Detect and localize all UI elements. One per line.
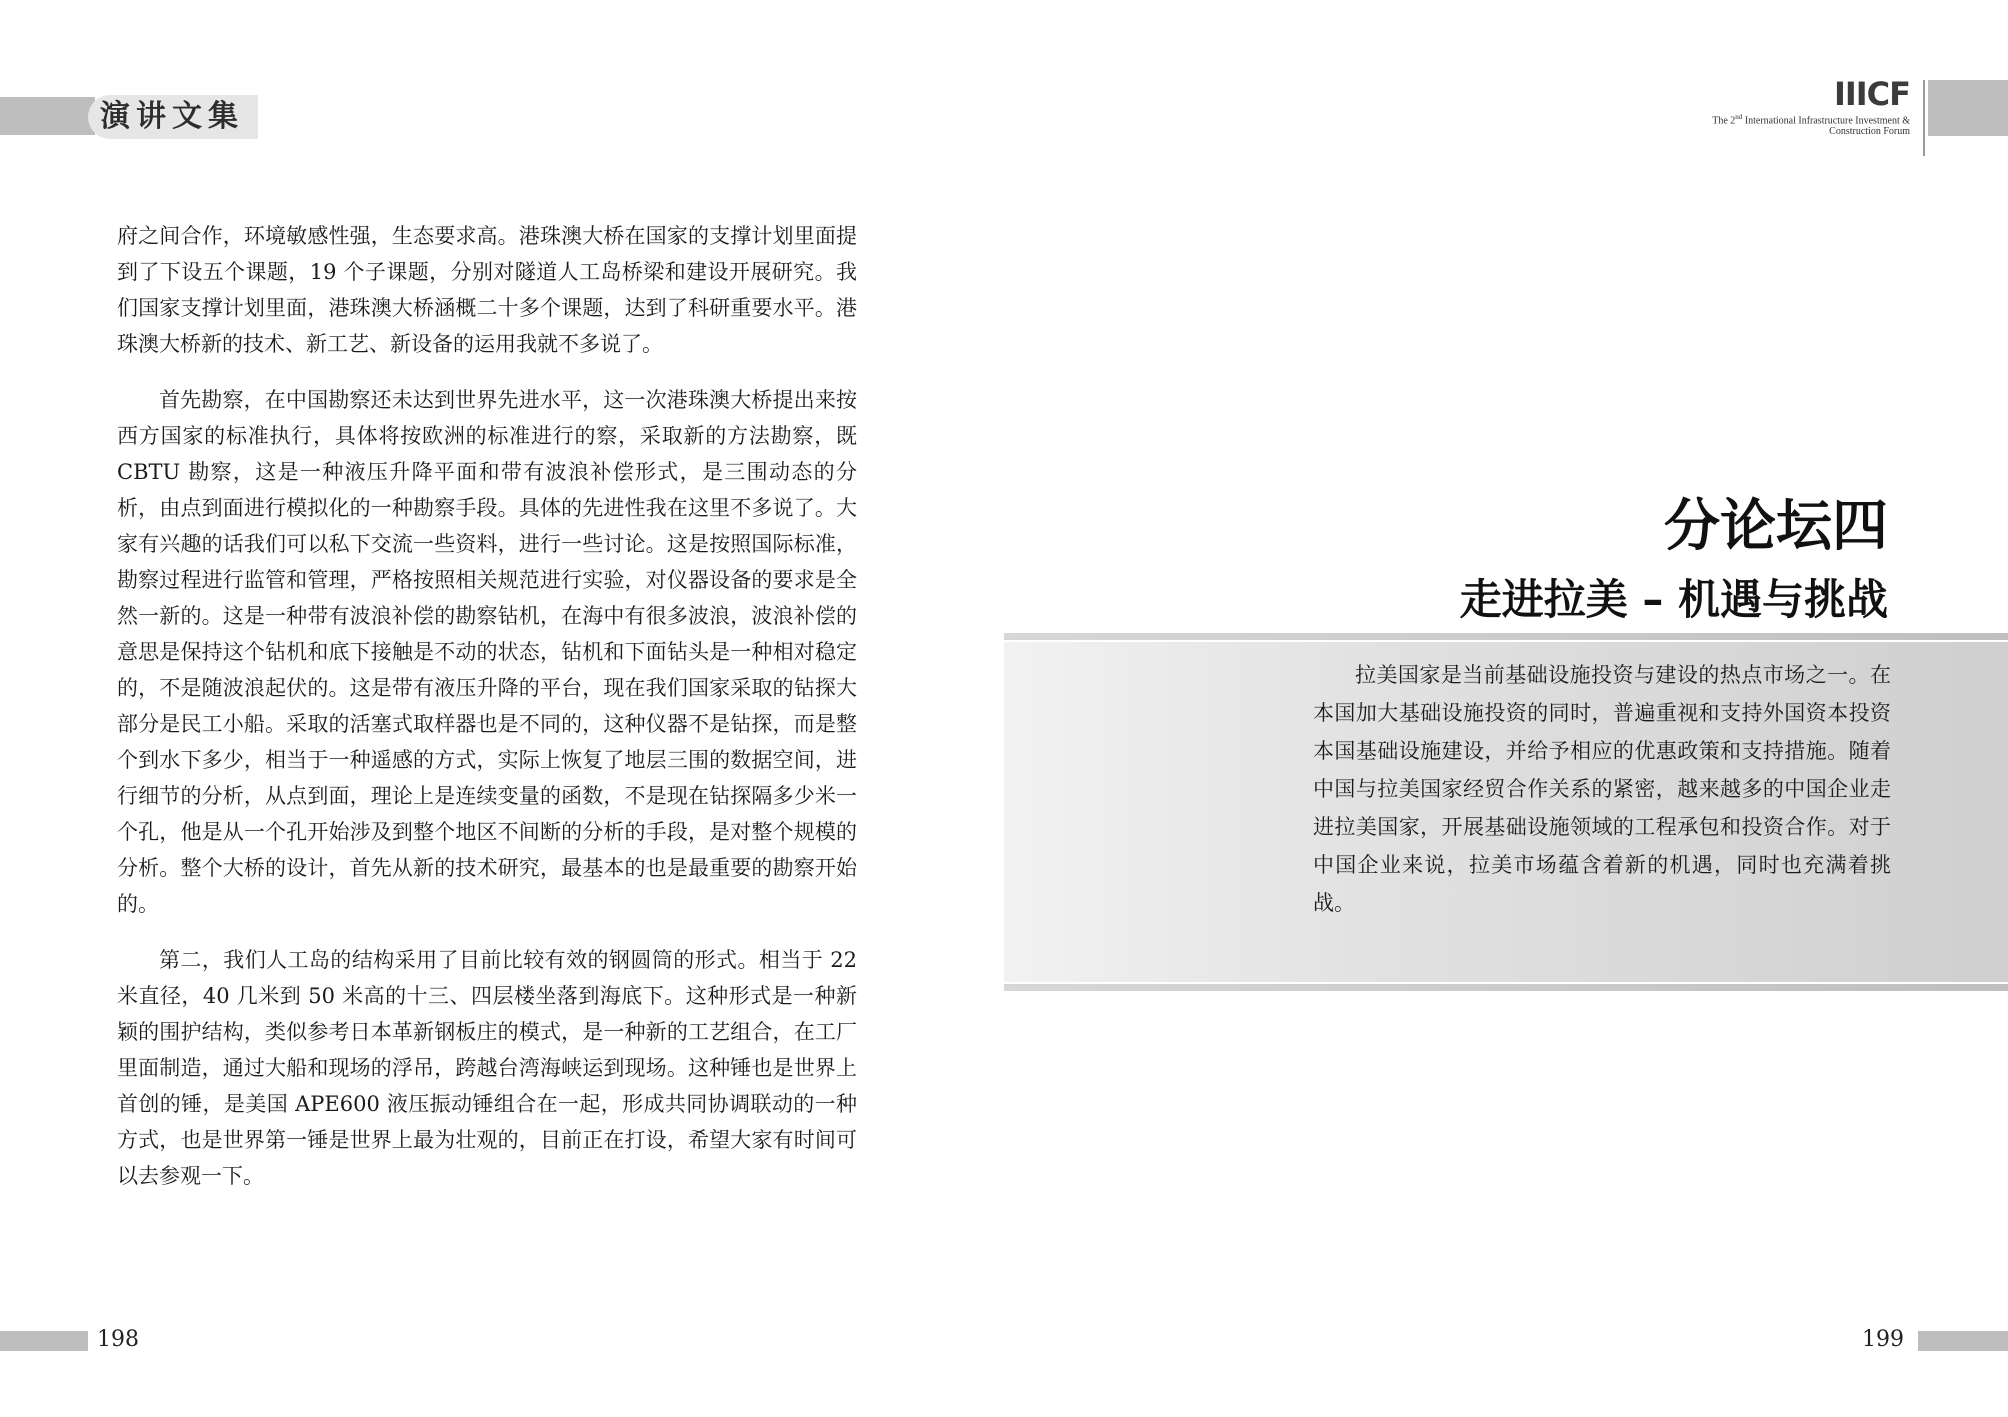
band-bottom-rule	[1004, 984, 2008, 991]
left-body-text	[117, 218, 857, 1214]
header-bar-right	[1928, 80, 2008, 136]
forum-name-ordinal: nd	[1735, 113, 1743, 121]
paragraph: 第二，我们人工岛的结构采用了目前比较有效的钢圆筒的形式。相当于 22 米直径，40 几米到 50 米高的十三、四层楼坐落到海底下。这种形式是一种新颖的围护结构，类似参考日本革新钢板庄的模式，是一种新的工艺组合，在工厂里面制造，通过大船和现场的浮吊，跨越台湾海峡运到现场。这种锤也是世界上首创的锤，是美国 APE600 液压振动锤组合在一起，形成共同协调联动的一种方式，也是世界第一锤是世界上最为壮观的，目前正在打设，希望大家有时间可以去参观一下。	[117, 948, 857, 1188]
footer-bar-left	[0, 1331, 88, 1351]
forum-name-line2: Construction Forum	[1829, 126, 1910, 138]
section-subtitle: 走进拉美 – 机遇与挑战	[1459, 575, 1888, 624]
header-bar-left	[0, 97, 95, 135]
paragraph: 府之间合作，环境敏感性强，生态要求高。港珠澳大桥在国家的支撑计划里面提到了下设五个课题，19 个子课题，分别对隧道人工岛桥梁和建设开展研究。我们国家支撑计划里面，港珠澳大桥涵概二十多个课题，达到了科研重要水平。港珠澳大桥新的技术、新工艺、新设备的运用我就不多说了。	[117, 224, 857, 356]
footer-bar-right	[1918, 1331, 2008, 1351]
forum-name	[1560, 112, 1910, 137]
forum-name-prefix: The 2	[1712, 115, 1736, 127]
forum-logo: IIICF	[1833, 75, 1910, 113]
running-header-title: 演讲文集	[100, 99, 244, 134]
paragraph: 首先勘察，在中国勘察还未达到世界先进水平，这一次港珠澳大桥提出来按西方国家的标准执行，具体将按欧洲的标准进行的察，采取新的方法勘察，既 CBTU 勘察，这是一种液压升降平面和带有波浪补偿形式，是三围动态的分析，由点到面进行模拟化的一种勘察手段。具体的先进性我在这里不多说了。大家有兴趣的话我们可以私下交流一些资料，进行一些讨论。这是按照国际标准，勘察过程进行监管和管理，严格按照相关规范进行实验，对仪器设备的要求是全然一新的。这是一种带有波浪补偿的勘察钻机，在海中有很多波浪，波浪补偿的意思是保持这个钻机和底下接触是不动的状态，钻机和下面钻头是一种相对稳定的，不是随波浪起伏的。这是带有液压升降的平台，现在我们国家采取的钻探大部分是民工小船。采取的活塞式取样器也是不同的，这种仪器不是钻探，而是整个到水下多少，相当于一种遥感的方式，实际上恢复了地层三围的数据空间，进行细节的分析，从点到面，理论上是连续变量的函数，不是现在钻探隔多少米一个孔，他是从一个孔开始涉及到整个地区不间断的分析的手段，是对整个规模的分析。整个大桥的设计，首先从新的技术研究，最基本的也是最重要的勘察开始的。	[117, 388, 857, 916]
page-number-right: 199	[1862, 1327, 1904, 1352]
header-divider	[1923, 80, 1925, 156]
page-number-left: 198	[97, 1327, 139, 1352]
section-title: 分论坛四	[1664, 494, 1888, 559]
band-top-rule	[1004, 633, 2008, 640]
section-intro: 拉美国家是当前基础设施投资与建设的热点市场之一。在本国加大基础设施投资的同时，普遍重视和支持外国资本投资本国基础设施建设，并给予相应的优惠政策和支持措施。随着中国与拉美国家经贸合作关系的紧密，越来越多的中国企业走进拉美国家，开展基础设施领域的工程承包和投资合作。对于中国企业来说，拉美市场蕴含着新的机遇，同时也充满着挑战。	[1313, 663, 1891, 915]
forum-name-line1: International Infrastructure Investment &	[1742, 115, 1910, 127]
